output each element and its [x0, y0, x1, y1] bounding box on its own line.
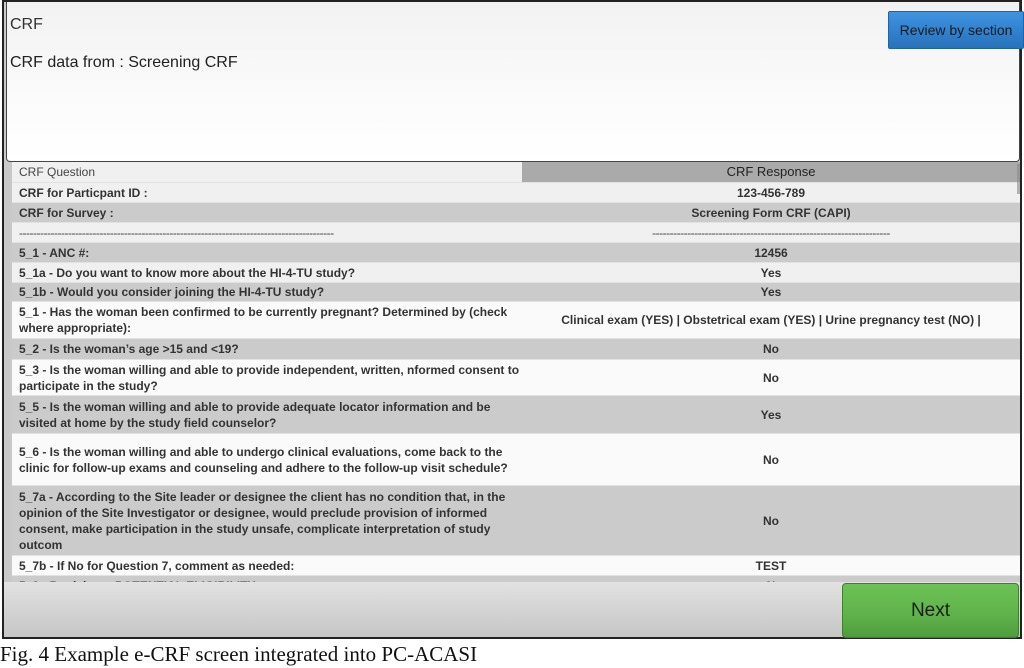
figure-caption: Fig. 4 Example e-CRF screen integrated into PC-ACASI: [0, 642, 478, 666]
app-window: [2, 0, 1022, 639]
crf-source-label: CRF data from : Screening CRF: [10, 54, 238, 71]
question-cell: 5_3 - Is the woman willing and able to provide independent, written, nformed consent to participate in the study?: [19, 362, 520, 393]
question-cell: 5_1b - Would you consider joining the HI-4-TU study?: [19, 285, 325, 299]
question-cell: 5_7a - According to the Site leader or designee the client has no condition that, in the opinion of the Site Investigator or designee, would preclude provision of informed consent, make participation in the study unsafe, complicate interpretation of study outcom: [19, 489, 506, 552]
table-row: [12, 302, 1020, 339]
response-cell: Yes: [760, 285, 782, 299]
table-row: [12, 396, 1020, 434]
separator-dashes: --------------------------------------------------------------------: [652, 225, 890, 240]
response-cell: No: [763, 342, 779, 356]
response-cell: 12456: [754, 245, 788, 260]
question-cell: 5_1 - Has the woman been confirmed to be currently pregnant? Determined by (check where appropriate):: [19, 305, 508, 335]
response-cell: Yes: [760, 265, 782, 280]
table-row: [12, 203, 1020, 223]
table-row: [12, 283, 1020, 302]
question-cell: 5_7b - If No for Question 7, comment as needed:: [19, 558, 295, 573]
app-title: CRF: [10, 16, 43, 33]
response-cell: Screening Form CRF (CAPI): [691, 205, 851, 220]
question-cell: 5_6 - Is the woman willing and able to undergo clinical evaluations, come back to the clinic for follow-up exams and counseling and adhere to the follow-up visit schedule?: [19, 444, 508, 475]
table-row: [12, 434, 1020, 486]
question-cell: 5_1 - ANC #:: [19, 245, 90, 260]
table-header-row: [12, 162, 1020, 183]
response-cell: No: [763, 513, 779, 528]
response-cell: 123-456-789: [736, 185, 806, 200]
question-cell: 5_1a - Do you want to know more about the HI-4-TU study?: [19, 265, 356, 280]
bottom-action-bar: [4, 582, 1020, 637]
response-cell: No: [763, 452, 779, 467]
header-panel: [6, 2, 1020, 162]
response-cell: TEST: [755, 558, 787, 573]
scrollbar-thumb[interactable]: [1017, 164, 1020, 194]
question-cell: 5_5 - Is the woman willing and able to provide adequate locator information and be visited at home by the study field counselor?: [19, 399, 491, 430]
table-row: [12, 183, 1020, 203]
question-cell: CRF for Particpant ID :: [19, 185, 148, 200]
review-by-section-button[interactable]: Review by section: [888, 11, 1024, 49]
table-row: [12, 486, 1020, 556]
table-row: [12, 556, 1020, 576]
table-row: [12, 263, 1020, 283]
table-row: [12, 339, 1020, 360]
next-button[interactable]: Next: [842, 583, 1019, 638]
question-cell: CRF for Survey :: [19, 205, 114, 220]
column-header-question: CRF Question: [19, 165, 96, 179]
separator-row: [12, 223, 1020, 243]
table-row: [12, 243, 1020, 263]
table-scrollbar[interactable]: [1017, 162, 1020, 582]
column-header-response: CRF Response: [522, 162, 1020, 182]
separator-dashes: ------------------------------------------------------------------------------------------: [19, 225, 334, 240]
response-cell: Clinical exam (YES) | Obstetrical exam (YES) | Urine pregnancy test (NO) |: [561, 313, 981, 327]
response-cell: No: [763, 370, 779, 385]
crf-table[interactable]: [12, 162, 1020, 582]
response-cell: Yes: [760, 407, 782, 422]
question-cell: 5_2 - Is the woman’s age >15 and <19?: [19, 342, 239, 356]
table-row: [12, 360, 1020, 396]
